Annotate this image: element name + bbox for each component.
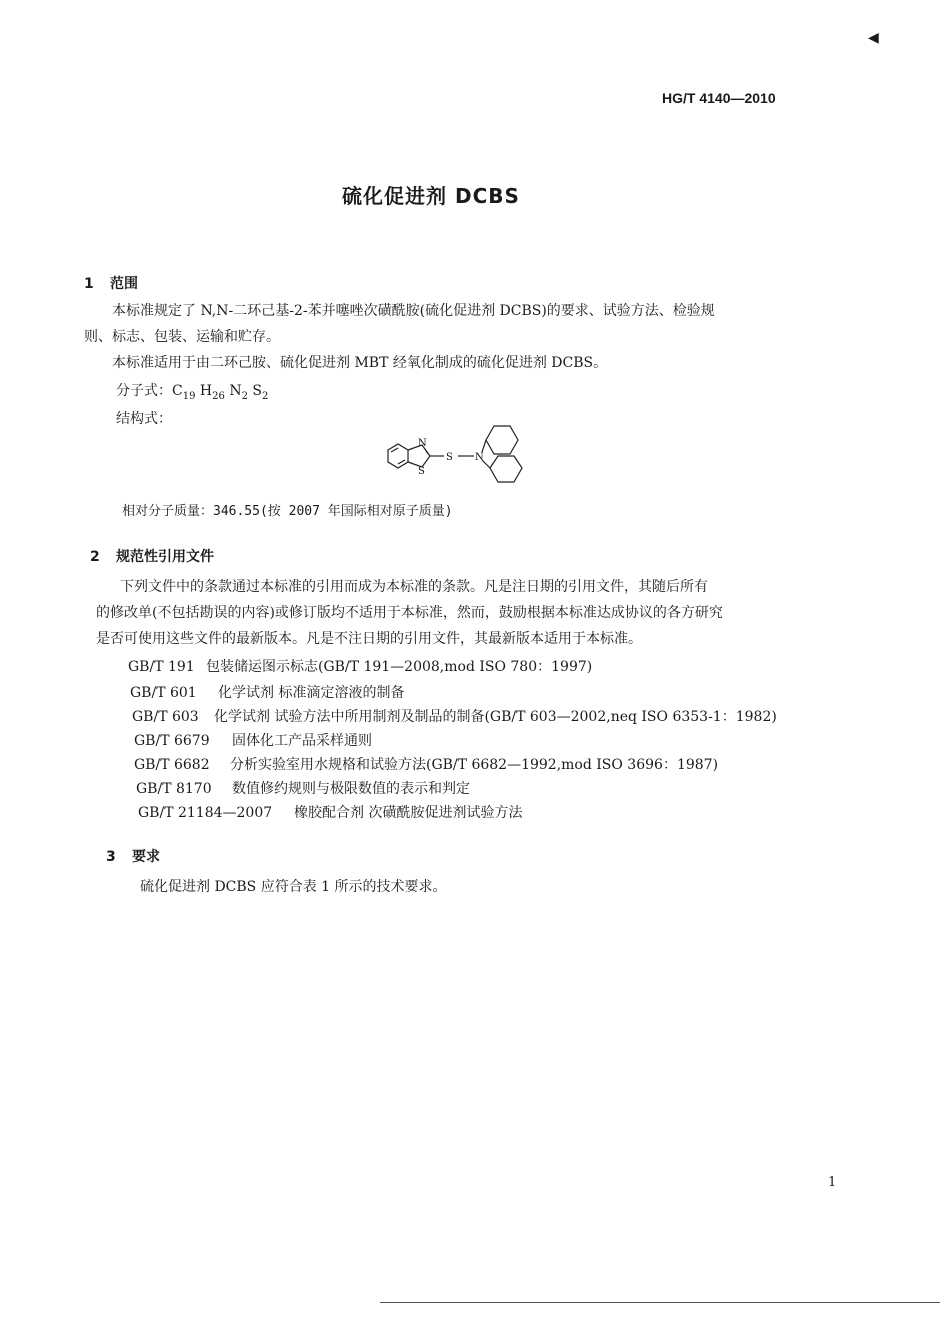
molecular-formula — [116, 380, 268, 402]
reference-item — [130, 682, 404, 702]
section-2-number: 2 — [90, 549, 100, 565]
reference-item — [132, 706, 777, 726]
section-3-para: 硫化促进剂 DCBS 应符合表 1 所示的技术要求。 — [140, 879, 447, 895]
formula-h: H — [199, 383, 213, 399]
reference-item — [138, 802, 522, 822]
reference-title: 固体化工产品采样通则 — [232, 733, 372, 749]
formula-n-sub: 2 — [241, 390, 248, 402]
section-2-title: 规范性引用文件 — [116, 549, 214, 565]
molar-mass: 相对分子质量：346.55(按 2007 年国际相对原子质量) — [122, 504, 453, 519]
page-corner-mark-icon: ◀ — [868, 30, 879, 46]
atom-s-ring: S — [418, 466, 425, 477]
cyclohexyl-ring-1 — [486, 426, 518, 454]
atom-n-amine: N — [475, 452, 484, 463]
reference-title: 分析实验室用水规格和试验方法(GB/T 6682—1992,mod ISO 3696：1987) — [230, 757, 719, 773]
formula-s: S — [252, 383, 262, 399]
formula-h-sub: 26 — [212, 390, 225, 402]
reference-code: GB/T 6679 — [134, 733, 210, 749]
dcbs-structure-diagram — [378, 412, 528, 492]
reference-code: GB/T 601 — [130, 685, 197, 701]
formula-c-sub: 19 — [182, 390, 196, 402]
section-1-para2: 本标准适用于由二环己胺、硫化促进剂 MBT 经氧化制成的硫化促进剂 DCBS。 — [112, 355, 608, 371]
reference-code: GB/T 6682 — [134, 757, 210, 773]
section-1-heading — [84, 273, 138, 293]
atom-n-ring: N — [418, 438, 427, 449]
formula-c: C — [172, 383, 183, 399]
section-1-title: 范围 — [110, 276, 138, 292]
reference-code: GB/T 21184—2007 — [138, 805, 273, 821]
reference-item — [134, 730, 372, 750]
section-2-para-line1: 下列文件中的条款通过本标准的引用而成为本标准的条款。凡是注日期的引用文件，其随后所有 — [120, 579, 708, 595]
section-1-para1-line1: 本标准规定了 N,N-二环己基-2-苯并噻唑次磺酰胺(硫化促进剂 DCBS)的要求、试验方法、检验规 — [112, 303, 715, 319]
reference-title: 数值修约规则与极限数值的表示和判定 — [232, 781, 470, 797]
section-2-para-line3: 是否可使用这些文件的最新版本。凡是不注日期的引用文件，其最新版本适用于本标准。 — [96, 631, 642, 647]
page-number: 1 — [828, 1175, 837, 1190]
document-title: 硫化促进剂 DCBS — [342, 184, 520, 208]
formula-label: 分子式： — [116, 383, 172, 399]
reference-code: GB/T 603 — [132, 709, 199, 725]
structure-label: 结构式： — [116, 411, 172, 427]
reference-code: GB/T 191 — [128, 659, 195, 675]
reference-code: GB/T 8170 — [136, 781, 212, 797]
reference-title: 化学试剂 试验方法中所用制剂及制品的制备(GB/T 603—2002,neq ISO 6353-1：1982) — [214, 709, 777, 725]
reference-item — [128, 656, 592, 676]
cyclohexyl-ring-2 — [490, 456, 522, 482]
standard-code: HG/T 4140—2010 — [662, 90, 776, 106]
section-2-heading — [90, 546, 214, 566]
section-2-para-line2: 的修改单(不包括勘误的内容)或修订版均不适用于本标准，然而，鼓励根据本标准达成协议的各方研究 — [96, 605, 723, 621]
reference-title: 橡胶配合剂 次磺酰胺促进剂试验方法 — [294, 805, 523, 821]
section-1-number: 1 — [84, 276, 94, 292]
reference-item — [134, 754, 718, 774]
formula-n: N — [229, 383, 242, 399]
scan-edge-line — [380, 1302, 940, 1303]
section-3-number: 3 — [106, 849, 116, 865]
atom-s-link: S — [446, 452, 453, 463]
benzene-ring — [388, 444, 408, 468]
reference-title: 包装储运图示标志(GB/T 191—2008,mod ISO 780：1997) — [206, 659, 593, 675]
reference-title: 化学试剂 标准滴定溶液的制备 — [218, 685, 405, 701]
section-1-para1-line2: 则、标志、包装、运输和贮存。 — [84, 329, 280, 345]
reference-item — [136, 778, 470, 798]
section-3-title: 要求 — [132, 849, 160, 865]
section-3-heading — [106, 846, 160, 866]
formula-s-sub: 2 — [261, 390, 269, 402]
